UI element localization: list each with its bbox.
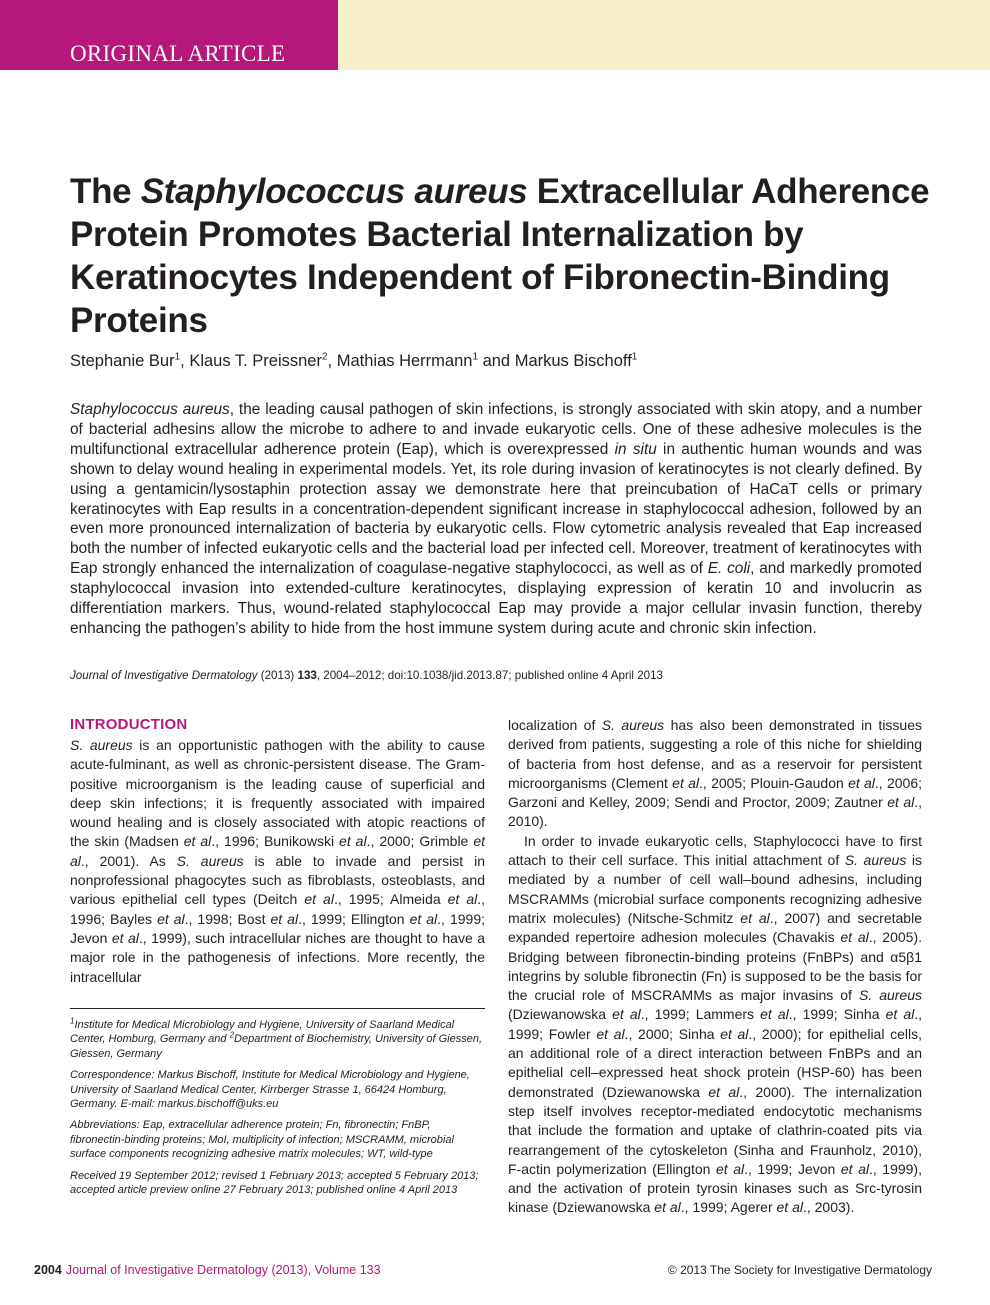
author-separator: ,	[327, 352, 337, 370]
text-run: is mediated by a number of cell wall–bound adhesins, including MSCRAMMs (microbial surface components recognizing adhesive matrix molecules) (Nitsche-Schmitz	[508, 852, 922, 926]
affiliations-note	[70, 1018, 485, 1061]
text-run: et al	[447, 891, 478, 908]
text-run: et al	[157, 910, 185, 927]
intro-paragraph	[508, 716, 922, 832]
journal-citation	[70, 668, 930, 684]
text-run: ., 1996; Bunikowski	[211, 833, 340, 850]
text-run: et al	[740, 909, 770, 926]
citation-volume: 133	[297, 669, 317, 682]
intro-paragraph	[70, 736, 485, 987]
author: Mathias Herrmann	[336, 352, 473, 370]
text-run: et al	[672, 774, 700, 791]
text-run: ., 1999), such intracellular niches are thought to have a major role in the pathogenesis of infections. More recently, the intracellular	[70, 929, 486, 985]
text-run: has also been demonstrated in tissues derived from patients, suggesting a role of this niche for shielding of bacteria from host defense, and as a reservoir for persistent microorganisms (Clement	[508, 717, 923, 791]
text-run: et al	[776, 1199, 803, 1216]
text-run: et al	[848, 774, 875, 791]
text-run: ., 1999; Jevon	[70, 910, 485, 946]
text-run: et al	[885, 1006, 915, 1023]
correspondence-note: Correspondence: Markus Bischoff, Institute for Medical Microbiology and Hygiene, University of Saarland Medical Center, Kirrberger Strasse 1, 66424 Homburg, Germany. E-mail: markus.bischoff@uks.eu	[70, 1069, 470, 1111]
right-column	[508, 716, 922, 1218]
abstract-text: in authentic human wounds and was shown to delay wound healing in experimental models. Yet, its role during invasion of keratinocytes is not clearly defined. By using a gentamicin/lysostaphin protection assay we demonstrate here that preincubation of HaCaT cells or primary keratinocytes with Eap results in a concentration-dependent significant increase in staphylococcal adhesion, followed by an even more pronounced internalization of bacteria by eukaryotic cells. Flow cytometric analysis revealed that Eap increased both the number of infected eukaryotic cells and the bacterial load per infected cell. Moreover, treatment of keratinocytes with Eap strongly enhanced the internalization of coagulase-negative staphylococci, as well as of	[70, 440, 922, 578]
text-run: et al	[840, 929, 869, 946]
text-run: et al	[111, 929, 139, 946]
page-footer	[34, 1261, 381, 1279]
text-run: ., 1998; Bost	[184, 910, 271, 927]
text-run: is an opportunistic pathogen with the ability to cause acute-fulminant, as well as chronic-persistent disease. The Gram-positive microorganism is the leading cause of superficial and deep skin infections; it is frequently associated with impaired wound healing and is closely associated with atopic reactions of the skin (Madsen	[70, 737, 485, 850]
abstract-term: in situ	[614, 440, 657, 458]
text-run: S. aureus	[858, 987, 922, 1004]
author-affiliation: 1	[631, 351, 638, 363]
text-run: et al	[409, 910, 438, 927]
abstract	[70, 400, 922, 639]
text-run: In order to invade eukaryotic cells, Staphylococci have to first attach to their cell surface. This initial attachment of	[508, 832, 922, 869]
title-organism: Staphylococcus aureus	[140, 172, 528, 211]
text-run: ., 2000). The internalization step itself involves receptor-mediated endocytotic mechanisms that include the formation and uptake of clathrin-coated pits via rearrangement of the cytoskeleton (Sinha and Fraunholz, 2010), F-actin polymerization (Ellington	[508, 1083, 923, 1177]
text-run: S. aureus	[844, 852, 907, 869]
text-run: et al	[612, 1006, 641, 1023]
banner-fill	[338, 0, 990, 70]
footer-copyright: © 2013 The Society for Investigative Dermatology	[667, 1263, 932, 1277]
left-column	[70, 736, 485, 987]
text-run: ., 2006; Garzoni and Kelley, 2009; Sendi and Proctor, 2009; Zautner	[508, 774, 923, 811]
text-run: ., 1999; Sinha	[788, 1006, 886, 1023]
author-affiliation: 2	[321, 351, 328, 363]
author-separator: and	[478, 352, 515, 370]
abbreviations-note: Abbreviations: Eap, extracellular adherence protein; Fn, fibronectin; FnBP, fibronectin-binding proteins; MoI, multiplicity of infection; MSCRAMM, microbial surface components recognizing adhesive matrix molecules; WT, wild-type	[70, 1119, 454, 1161]
text-run: is able to invade and persist in nonprofessional phagocytes such as fibroblasts, osteoblasts, and various epithelial cell types (Deitch	[70, 852, 485, 908]
text-run: localization of	[508, 717, 602, 733]
abstract-text: , the leading causal pathogen of skin infections, is strongly associated with skin atopy, and a number of bacterial adhesins allow the microbe to adhere to and invade eukaryotic cells. One of these adhesive molecules is the multifunctional extracellular adherence protein (Eap), which is overexpressed	[70, 401, 922, 458]
text-run: ., 2007) and secretable expanded repertoire adhesion molecules (Chavakis	[508, 909, 922, 946]
text-run: ., 1999), and the activation of protein tyrosin kinases such as Src-tyrosin kinase (Dziewanowska	[508, 1160, 922, 1216]
text-run: ., 1999; Ellington	[298, 910, 410, 927]
citation-year: (2013)	[257, 669, 298, 682]
author: Markus Bischoff	[514, 352, 632, 370]
text-run: ., 1996; Bayles	[70, 891, 486, 927]
text-run: ., 1999; Jevon	[744, 1160, 841, 1177]
article-title	[70, 170, 930, 342]
author: Klaus T. Preissner	[189, 352, 322, 370]
abstract-text: , and markedly promoted staphylococcal invasion into extended-culture keratinocytes, displaying expression of keratin 10 and involucrin as differentiation markers. Thus, wound-related staphylococcal Eap may provide a major cellular invasin function, thereby enhancing the pathogen’s ability to hide from the host immune system during acute and chronic skin infection.	[70, 560, 922, 637]
abstract-organism: E. coli	[707, 560, 751, 578]
text-run: ., 2005; Plouin-Gaudon	[699, 774, 849, 791]
title-part2: Extracellular Adherence Protein Promotes Bacterial Internalization by Keratinocytes Independent of Fibronectin-Binding Proteins	[70, 172, 930, 340]
text-run: et al	[840, 1160, 869, 1177]
affiliation-text: Institute for Medical Microbiology and Hygiene, University of Saarland Medical Center, Homburg, Germany and	[70, 1019, 455, 1046]
footnotes	[70, 1018, 485, 1204]
author-list	[70, 349, 930, 373]
text-run: et al	[339, 833, 367, 850]
text-run: ., 2005). Bridging between fibronectin-binding proteins (FnBPs) and α5β1 integrins by soluble fibronectin (Fn) is supposed to be the basis for the crucial role of MSCRAMMs as major invasins of	[508, 929, 922, 1004]
affiliation-marker: 2	[229, 1030, 235, 1040]
text-run: S. aureus	[70, 737, 133, 753]
author: Stephanie Bur	[70, 352, 175, 370]
affiliation-text: Department of Biochemistry, University of Giessen, Giessen, Germany	[70, 1033, 483, 1060]
text-run: et al	[708, 1083, 740, 1100]
text-run: ., 2001). As	[80, 852, 177, 869]
text-run: et al	[654, 1199, 681, 1216]
title-part1: The	[70, 172, 141, 211]
text-run: ., 1999; Fowler	[508, 1006, 922, 1042]
affiliation-marker: 1	[70, 1016, 75, 1026]
author-affiliation: 1	[472, 351, 478, 363]
text-run: ., 1999; Lammers	[640, 1006, 761, 1023]
text-run: et al	[304, 891, 334, 908]
intro-paragraph	[508, 832, 922, 1218]
footnote-divider	[70, 1008, 485, 1009]
section-heading-introduction: INTRODUCTION	[70, 716, 188, 733]
received-note: Received 19 September 2012; revised 1 February 2013; accepted 5 February 2013; accepted article preview online 27 February 2013; published online 4 April 2013	[70, 1169, 479, 1197]
text-run: (Dziewanowska	[508, 1006, 613, 1023]
author-separator: ,	[180, 352, 190, 370]
text-run: et al	[596, 1025, 625, 1042]
text-run: ., 1995; Almeida	[333, 891, 448, 908]
citation-details: , 2004–2012; doi:10.1038/jid.2013.87; published online 4 April 2013	[316, 669, 664, 682]
article-type-label: ORIGINAL ARTICLE	[70, 41, 286, 66]
text-run: et al	[887, 794, 915, 811]
text-run: et al	[760, 1006, 789, 1023]
text-run: et al	[270, 910, 299, 927]
text-run: S. aureus	[601, 717, 665, 733]
text-run: ., 2003).	[802, 1199, 855, 1216]
text-run: et al	[183, 833, 212, 850]
abstract-organism: Staphylococcus aureus	[70, 401, 230, 418]
text-run: et al	[720, 1025, 749, 1042]
text-run: ., 2000); for epithelial cells, an additional role of a direct interaction between FnBPs and an epithelial cell–expressed heat shock protein (HSP-60) has been demonstrated (Dziewanowska	[508, 1025, 923, 1100]
text-run: S. aureus	[176, 852, 244, 869]
text-run: ., 2000; Grimble	[366, 833, 474, 850]
text-run: et al	[716, 1160, 745, 1177]
author-affiliation: 1	[174, 351, 181, 363]
footer-journal: Journal of Investigative Dermatology (2013), Volume 133	[65, 1263, 381, 1277]
text-run: ., 1999; Agerer	[680, 1199, 777, 1216]
text-run: et al	[70, 833, 485, 869]
text-run: ., 2010).	[508, 794, 922, 830]
text-run: ., 2000; Sinha	[624, 1025, 721, 1042]
page-number: 2004	[34, 1263, 62, 1277]
citation-journal: Journal of Investigative Dermatology	[70, 669, 258, 682]
